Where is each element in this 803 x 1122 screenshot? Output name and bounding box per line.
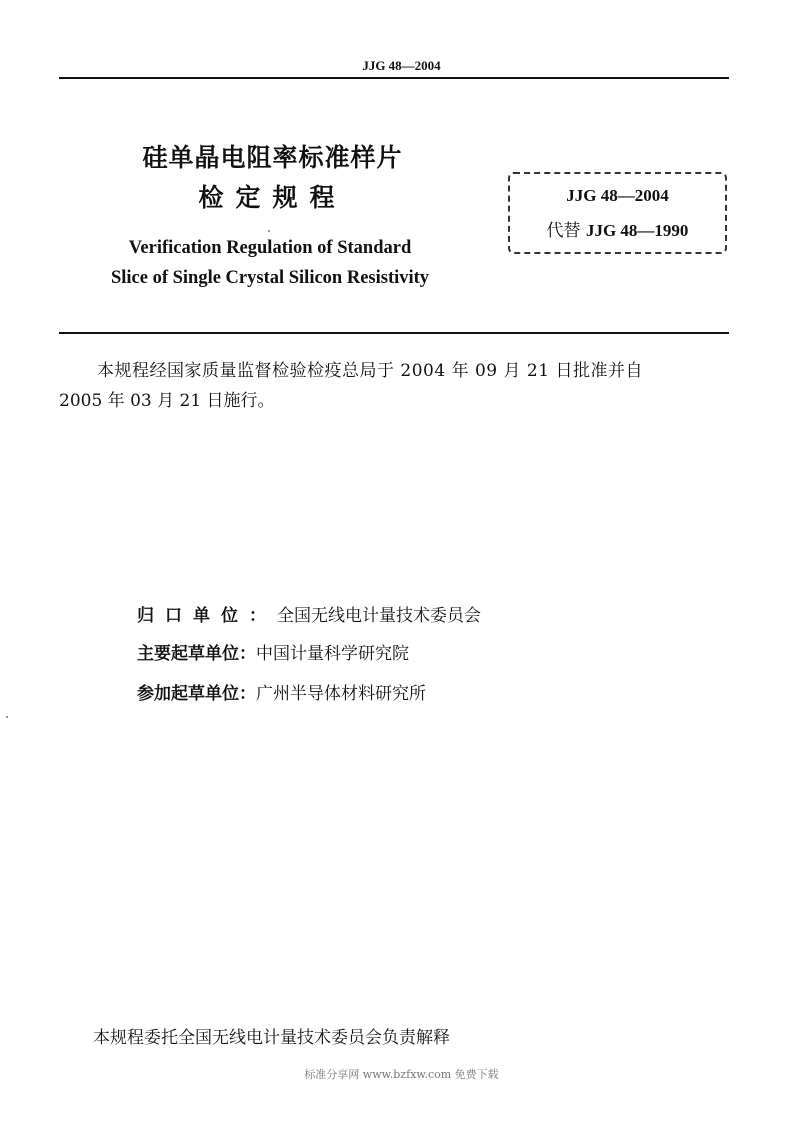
speck bbox=[6, 716, 8, 718]
code-box-frame bbox=[508, 172, 727, 254]
interpretation-note: 本规程委托全国无线电计量技术委员会负责解释 bbox=[93, 1028, 450, 1048]
title-chinese-line2: 检定规程 bbox=[198, 183, 347, 212]
replace-code: JJG 48—1990 bbox=[585, 221, 689, 240]
watermark-text: 标准分享网 www.bzfxw.com 免费下载 bbox=[304, 1068, 499, 1081]
section-divider bbox=[59, 332, 729, 334]
replace-prefix: 代替 bbox=[546, 221, 581, 241]
code-box-standard-code: JJG 48—2004 bbox=[566, 186, 669, 205]
org-value: 中国计量科学研究院 bbox=[256, 644, 409, 664]
org-row-responsible bbox=[137, 601, 481, 626]
org-row-participating-drafter bbox=[137, 679, 426, 704]
title-chinese-line1: 硅单晶电阻率标准样片 bbox=[142, 143, 403, 172]
title-english-line1: Verification Regulation of Standard bbox=[128, 238, 412, 258]
document-code-header: JJG 48—2004 bbox=[362, 58, 441, 73]
org-row-main-drafter bbox=[137, 639, 409, 664]
approval-statement-line1: 本规程经国家质量监督检验检疫总局于 2004 年 09 月 21 日批准并自 bbox=[97, 361, 643, 381]
approval-statement-line2: 2005 年 03 月 21 日施行。 bbox=[59, 391, 275, 411]
speck bbox=[268, 230, 270, 232]
code-box-replaces bbox=[508, 216, 727, 241]
org-value: 全国无线电计量技术委员会 bbox=[277, 606, 481, 626]
header-divider bbox=[59, 77, 729, 79]
org-label: 主要起草单位： bbox=[137, 644, 256, 664]
org-value: 广州半导体材料研究所 bbox=[256, 684, 426, 704]
title-english-line2: Slice of Single Crystal Silicon Resistivity bbox=[110, 268, 430, 288]
org-label: 归口单位： bbox=[137, 606, 277, 626]
org-label: 参加起草单位： bbox=[137, 684, 256, 704]
